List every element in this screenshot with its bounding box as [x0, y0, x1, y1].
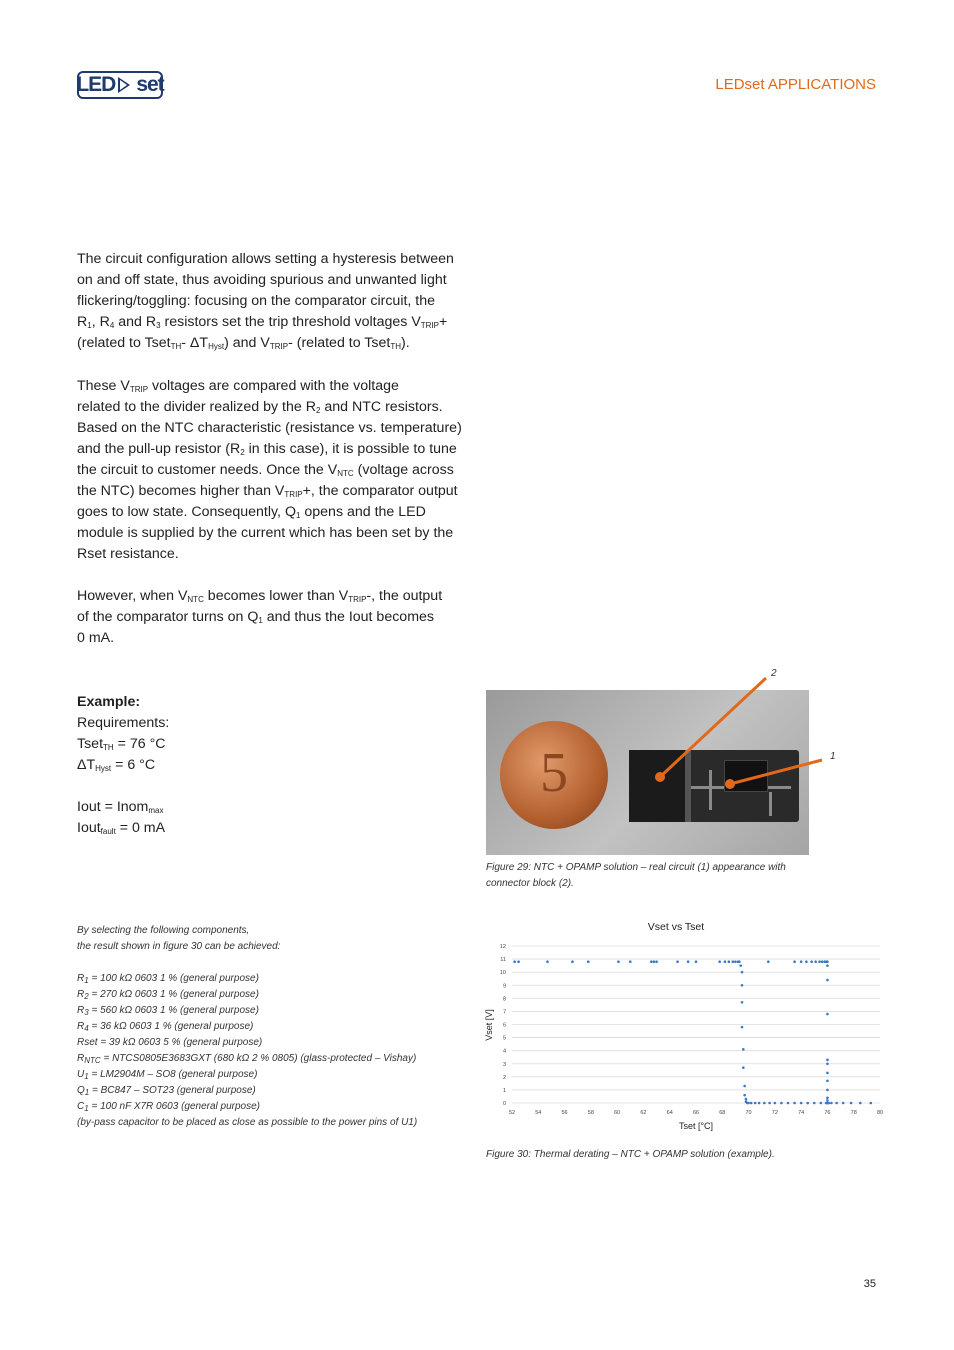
data-point: [826, 1062, 829, 1065]
data-point: [718, 960, 721, 963]
component-note: (by-pass capacitor to be placed as close as possible to the power pins of U1): [77, 1117, 418, 1128]
data-point: [728, 960, 731, 963]
data-point: [813, 1102, 816, 1105]
data-point: [617, 960, 620, 963]
x-tick-label: 58: [587, 1110, 594, 1116]
delta-t-value: $\Delta T_{Hyst} = 6$ °C: [77, 757, 156, 773]
x-tick-label: 76: [824, 1110, 831, 1116]
data-point: [743, 1085, 746, 1088]
text-line: of the comparator turns on $Q_1$ and thus the Iout becomes: [77, 609, 434, 625]
callout-label-2: 2: [771, 668, 777, 679]
data-point: [743, 1094, 746, 1097]
data-point: [774, 1102, 777, 1105]
callout-line-1: [730, 760, 822, 784]
data-point: [793, 960, 796, 963]
data-point: [750, 1102, 753, 1105]
y-tick-label: 8: [502, 996, 506, 1003]
iout-fault-value: Iout$_{fault}$ = 0 mA: [77, 820, 166, 836]
data-point: [780, 1102, 783, 1105]
figure29-caption: Figure 29: NTC + OPAMP solution – real circuit (1) appearance with connector block (2).: [486, 862, 786, 889]
data-point: [835, 1102, 838, 1105]
data-point: [546, 960, 549, 963]
x-tick-label: 52: [508, 1110, 516, 1116]
data-point: [793, 1102, 796, 1105]
data-point: [800, 1102, 803, 1105]
text-line: (related to Tset$_{TH}$- $\Delta T_{Hyst}$) and $V_{TRIP}-$ (related to Tset$_{TH}$).: [77, 335, 410, 351]
data-point: [820, 1102, 823, 1105]
data-point: [732, 960, 735, 963]
data-point: [814, 960, 817, 963]
text-line: The circuit configuration allows setting a hysteresis between: [77, 251, 454, 267]
data-point: [826, 1059, 829, 1062]
data-point: [842, 1102, 845, 1105]
section-title: LEDset APPLICATIONS: [715, 76, 876, 93]
callout-line-2: [660, 678, 766, 777]
text-line: However, when $V_{NTC}$ becomes lower than $V_{TRIP}-$, the output: [77, 588, 443, 604]
data-point: [587, 960, 590, 963]
text-line: Rset resistance.: [77, 546, 179, 562]
data-point: [830, 1102, 833, 1105]
callout-label-1: 1: [830, 751, 836, 762]
coin-image: 5: [500, 721, 608, 829]
component-r4: $R_4 = 36$ kΩ 0603 1 % (general purpose): [77, 1021, 254, 1033]
component-r2: $R_2 = 270$ kΩ 0603 1 % (general purpose): [77, 989, 259, 1001]
x-tick-label: 66: [692, 1110, 700, 1116]
data-point: [826, 979, 829, 982]
component-r3: $R_3 = 560$ kΩ 0603 1 % (general purpose): [77, 1005, 259, 1017]
text-line: By selecting the following components,: [77, 925, 250, 936]
data-point: [805, 960, 808, 963]
component-r1: $R_1 = 100$ kΩ 0603 1 % (general purpose): [77, 973, 259, 985]
x-tick-label: 74: [798, 1110, 805, 1116]
chart-title: Vset vs Tset: [647, 921, 705, 933]
data-point: [734, 960, 737, 963]
text-line: flickering/toggling: focusing on the comparator circuit, the: [77, 293, 436, 309]
figure30-caption: Figure 30: Thermal derating – NTC + OPAMP solution (example).: [486, 1149, 775, 1160]
text-line: on and off state, thus avoiding spurious and unwanted light: [77, 272, 447, 288]
paragraph-hysteresis: [77, 249, 472, 354]
text-line: $R_1$, $R_4$ and $R_3$ resistors set the trip threshold voltages $V_{TRIP}+$: [77, 314, 448, 330]
data-point: [741, 971, 744, 974]
logo-led-text: LED: [76, 73, 116, 96]
data-point: [650, 960, 653, 963]
data-point: [787, 1102, 790, 1105]
data-point: [655, 960, 658, 963]
data-point: [870, 1102, 873, 1105]
tset-value: Tset$_{TH}$ = 76 °C: [77, 736, 166, 752]
paragraph-output: [77, 586, 472, 649]
y-tick-label: 3: [502, 1061, 506, 1068]
y-tick-label: 1: [502, 1087, 506, 1094]
y-tick-label: 11: [500, 957, 506, 964]
component-list: [77, 923, 477, 1131]
data-point: [826, 1072, 829, 1075]
data-point: [806, 1102, 809, 1105]
text-line: related to the divider realized by the $R_2$ and NTC resistors.: [77, 399, 443, 415]
data-point: [741, 1026, 744, 1029]
data-point: [741, 984, 744, 987]
component-u1: $U_1 = LM2904M - SO8$ (general purpose): [77, 1069, 258, 1081]
ledset-logo: [77, 71, 163, 99]
data-point: [754, 1102, 757, 1105]
x-tick-label: 72: [771, 1110, 778, 1116]
page-number: 35: [863, 1278, 876, 1290]
component-rntc: $R_{NTC}$ = NTCS0805E3683GXT (680 kΩ 2 % 0805) (glass-protected – Vishay): [77, 1053, 417, 1065]
data-point: [629, 960, 632, 963]
data-point: [850, 1102, 853, 1105]
text-line: goes to low state. Consequently, $Q_1$ opens and the LED: [77, 504, 426, 520]
y-axis-label: Vset [V]: [484, 1009, 494, 1041]
component-rset: Rset = 39 kΩ 0603 5 % (general purpose): [77, 1037, 263, 1048]
data-point: [818, 960, 821, 963]
text-line: Based on the NTC characteristic (resistance vs. temperature): [77, 420, 462, 436]
data-point: [859, 1102, 862, 1105]
data-point: [738, 960, 741, 963]
y-tick-label: 0: [502, 1101, 506, 1107]
requirements-label: Requirements:: [77, 715, 170, 731]
x-axis-label: Tset [°C]: [678, 1121, 714, 1131]
logo-triangle-icon: [118, 77, 130, 93]
callout-dot-1: [725, 779, 735, 789]
data-point: [517, 960, 520, 963]
data-point: [826, 960, 829, 963]
y-tick-label: 4: [502, 1048, 506, 1055]
text-line: the NTC) becomes higher than $V_{TRIP}+$, the comparator output: [77, 483, 458, 499]
text-line: These $V_{TRIP}$ voltages are compared with the voltage: [77, 378, 399, 394]
data-point: [695, 960, 698, 963]
text-line: and the pull-up resistor ($R_2$ in this case), it is possible to tune: [77, 441, 457, 457]
vset-tset-chart: [478, 915, 888, 1140]
y-tick-label: 12: [499, 944, 506, 950]
x-tick-label: 80: [876, 1110, 884, 1116]
data-point: [826, 1079, 829, 1082]
x-tick-label: 70: [745, 1110, 752, 1116]
example-heading: Example:: [77, 694, 141, 710]
text-line: the circuit to customer needs. Once the $V_{NTC}$ (voltage across: [77, 462, 454, 478]
text-line: the result shown in figure 30 can be achieved:: [77, 941, 281, 952]
x-tick-label: 54: [535, 1110, 542, 1116]
callout-lines: [486, 660, 846, 860]
data-point: [821, 960, 824, 963]
data-point: [826, 964, 829, 967]
x-tick-label: 64: [666, 1110, 673, 1116]
y-tick-label: 5: [502, 1035, 506, 1042]
callout-dot-2: [655, 772, 665, 782]
data-point: [687, 960, 690, 963]
data-point: [676, 960, 679, 963]
data-point: [826, 1096, 829, 1099]
data-point: [571, 960, 574, 963]
y-tick-label: 2: [502, 1074, 506, 1081]
text-line: module is supplied by the current which has been set by the: [77, 525, 454, 541]
data-point: [826, 1089, 829, 1092]
logo-set-text: set: [136, 73, 164, 96]
data-point: [767, 960, 770, 963]
x-tick-label: 62: [640, 1110, 647, 1116]
data-point: [768, 1102, 771, 1105]
text-line: 0 mA.: [77, 630, 115, 646]
data-point: [763, 1102, 766, 1105]
y-tick-label: 10: [499, 970, 506, 977]
data-point: [739, 964, 742, 967]
y-tick-label: 6: [502, 1022, 506, 1029]
data-point: [653, 960, 656, 963]
data-point: [513, 960, 516, 963]
data-point: [826, 1102, 829, 1105]
x-tick-label: 78: [850, 1110, 857, 1116]
iout-value: Iout = Inom$_{max}$: [77, 799, 164, 815]
x-tick-label: 60: [614, 1110, 621, 1116]
data-point: [742, 1066, 745, 1069]
data-point: [810, 960, 813, 963]
data-point: [724, 960, 727, 963]
data-point: [741, 1001, 744, 1004]
data-point: [800, 960, 803, 963]
data-point: [742, 1048, 745, 1051]
y-tick-label: 7: [502, 1009, 506, 1016]
data-point: [758, 1102, 761, 1105]
y-tick-label: 9: [502, 983, 506, 990]
paragraph-vtrip: [77, 376, 472, 565]
x-tick-label: 56: [561, 1110, 568, 1116]
data-point: [745, 1098, 748, 1101]
component-c1: $C_1 = 100$ nF X7R 0603 (general purpose): [77, 1101, 261, 1113]
data-point: [826, 1099, 829, 1102]
data-point: [747, 1102, 750, 1105]
data-point: [826, 1013, 829, 1016]
x-tick-label: 68: [719, 1110, 726, 1116]
example-block: [77, 692, 472, 839]
component-q1: $Q_1 = BC847 - SOT23$ (general purpose): [77, 1085, 256, 1097]
